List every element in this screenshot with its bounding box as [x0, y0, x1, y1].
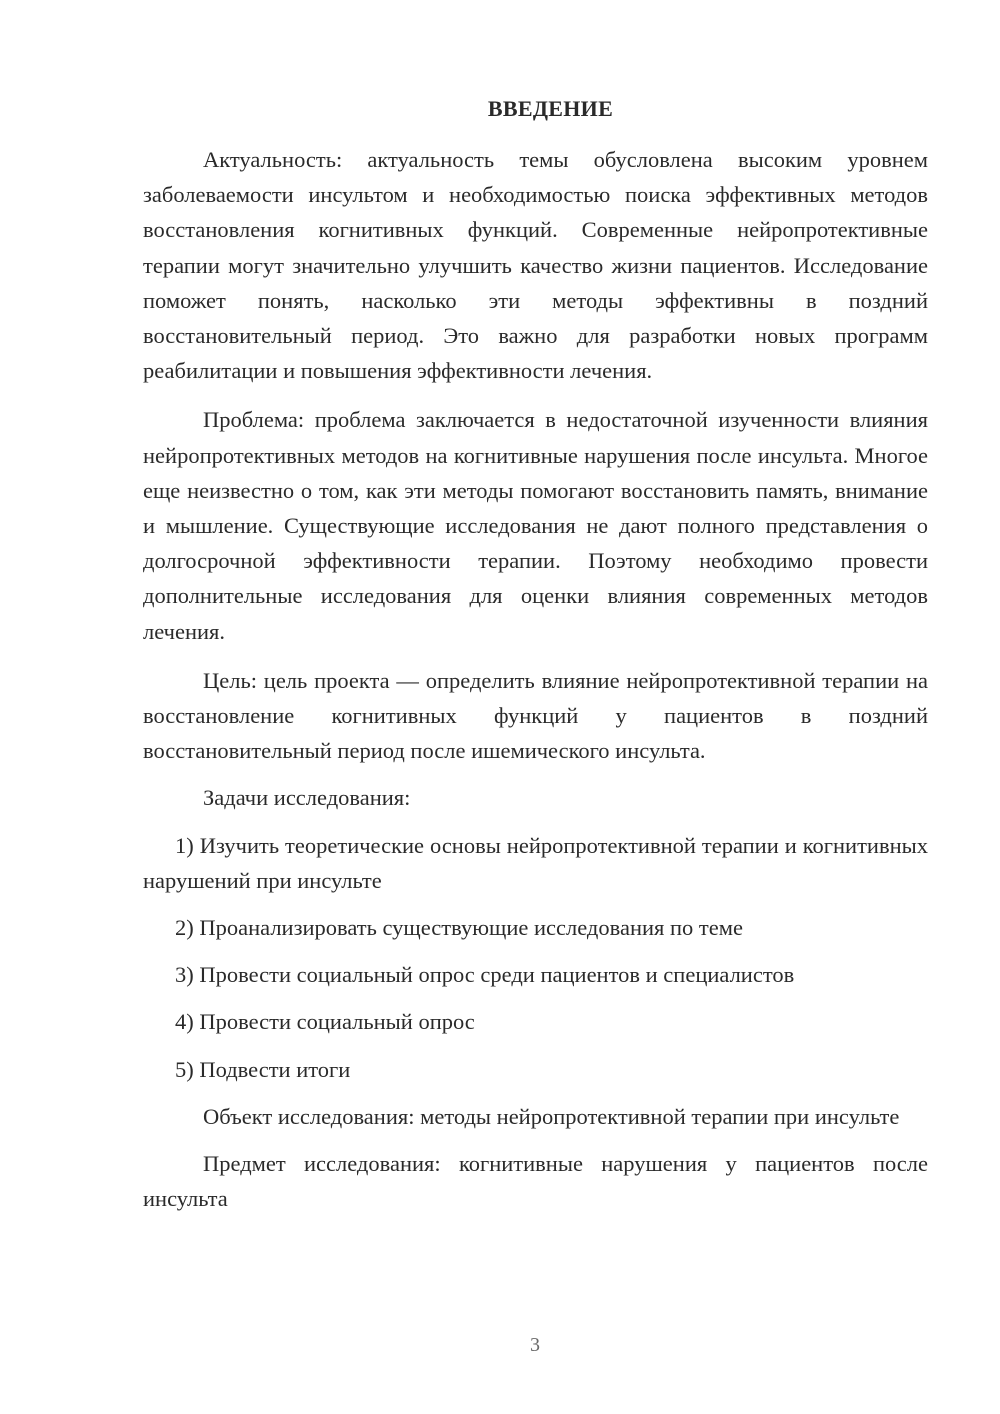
tasks-heading: Задачи исследования: [203, 785, 411, 811]
list-item: 5) Подвести итоги [175, 1056, 351, 1082]
object-paragraph: Объект исследования: методы нейропротективной терапии при инсульте [203, 1103, 900, 1129]
goal-paragraph: Цель: цель проекта — определить влияние нейропротективной терапии на восстановление когнитивных функций у пациентов в поздний восстановительный период после ишемического инсульта. [143, 667, 928, 764]
page-number: 3 [530, 1334, 540, 1356]
list-item: 2) Проанализировать существующие исследования по теме [175, 915, 743, 941]
subject-paragraph: Предмет исследования: когнитивные нарушения у пациентов после инсульта [143, 1151, 928, 1212]
section-title: ВВЕДЕНИЕ [487, 96, 614, 121]
list-item: 3) Провести социальный опрос среди пациентов и специалистов [175, 962, 795, 988]
problem-paragraph: Проблема: проблема заключается в недостаточной изученности влияния нейропротективных методов на когнитивные нарушения после инсульта. Многое еще неизвестно о том, как эти методы помогают восстановить память, внимание и мышление. Существующие исследования не дают полного представления о долгосрочной эффективности терапии. Поэтому необходимо провести дополнительные исследования для оценки влияния современных методов лечения. [143, 407, 928, 644]
list-item: 4) Провести социальный опрос [175, 1009, 475, 1035]
list-item: 1) Изучить теоретические основы нейропротективной терапии и когнитивных нарушений при инсульте [143, 832, 928, 893]
page-content [143, 94, 928, 1216]
tasks-list [143, 828, 928, 1087]
relevance-paragraph: Актуальность: актуальность темы обусловлена высоким уровнем заболеваемости инсультом и необходимостью поиска эффективных методов восстановления когнитивных функций. Современные нейропротективные терапии могут значительно улучшить качество жизни пациентов. Исследование поможет понять, насколько эти методы эффективны в поздний восстановительный период. Это важно для разработки новых программ реабилитации и повышения эффективности лечения. [143, 147, 928, 384]
